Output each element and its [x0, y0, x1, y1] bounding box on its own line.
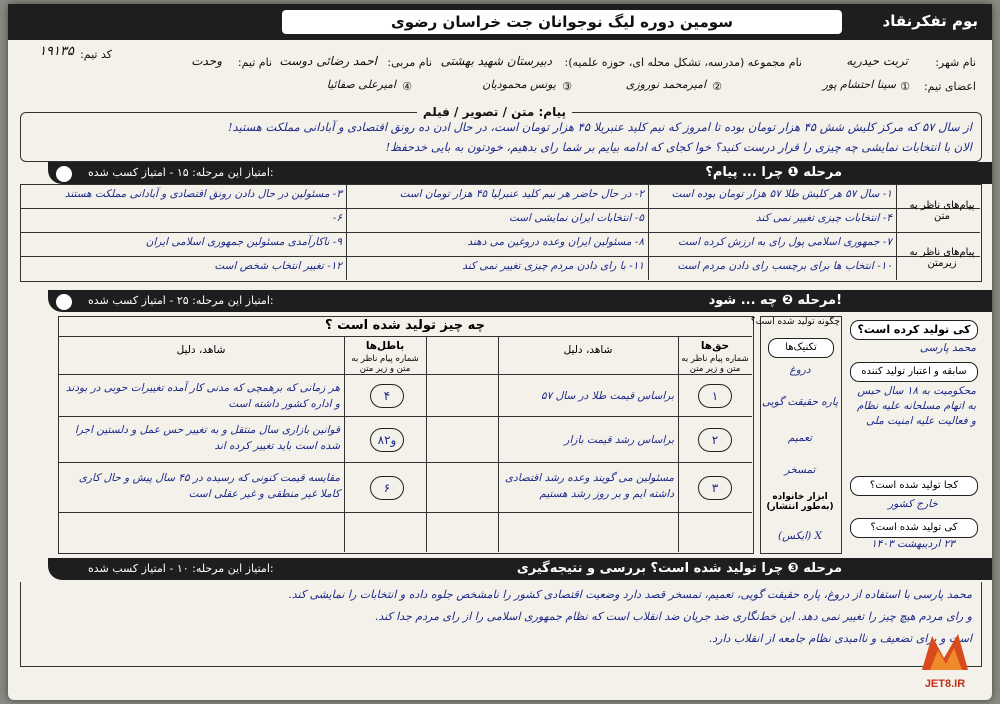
code-value: ۱۹۱۳۵ — [39, 44, 74, 59]
stage1-r4c1: ۱۰- انتخاب ها برای برچسب رای دادن مردم است — [677, 260, 892, 272]
school-label: نام مجموعه (مدرسه، تشکل محله ای، حوزه علمیه): — [564, 56, 802, 69]
how-label: چگونه تولید شده است؟ — [750, 317, 840, 327]
stage2-title: مرحله ❷ چه ... شود! — [708, 293, 842, 308]
false-evidence-3: مقایسه قیمت کنونی که رسیده در ۴۵ سال پیش و حال کاری کاملا غیر منطقی و غیر عقلی است — [78, 472, 340, 500]
stage2-score: امتیاز این مرحله: ۲۵ - امتیاز کسب شده: — [88, 294, 274, 307]
members-label: اعضای تیم: — [923, 80, 976, 93]
technique-1: دروغ — [789, 364, 811, 376]
city-value: تربت حیدریه — [846, 54, 908, 68]
col-truth-sub: شماره پیام ناظر به متن و زیر متن — [681, 354, 749, 374]
stage1-subtext-msgs-label: پیام‌های ناظر به زیرمتن — [909, 247, 975, 269]
false-num-1: ۴ — [370, 384, 404, 408]
col-evidence-header: شاهد، دلیل — [563, 344, 613, 356]
stage2-question: چه چیز تولید شده است ؟ — [325, 318, 485, 333]
stage3-line-2: و رای مردم هیچ چیز را تغییر نمی دهد. این خط‌نگاری ضد جریان ضد انقلاب است که نظام جمهوری اسلامی را از رای مردم جدا کند. — [374, 610, 972, 623]
coach-label: نام مربی: — [387, 56, 432, 69]
stage1-r4c3: ۱۲- تغییر انتخاب شخص است — [214, 260, 342, 272]
member-3: یونس محمودیان — [482, 78, 556, 91]
truth-evidence-3: مسئولین می گویند وعده رشد اقتصادی داشته ایم و بر روز رشد هستیم — [504, 472, 674, 500]
false-evidence-1: هر زمانی که برهمچی که مدنی کار آمده تغییرات حوبی در بودند و اداره کشور داشته است — [65, 382, 340, 410]
who-label: کی تولید کرده است؟ — [850, 320, 978, 340]
member-num-2: ② — [712, 80, 722, 93]
stage3-title: مرحله ❸ چرا تولید شده است؟ بررسی و نتیجه‌گیری — [516, 561, 842, 576]
city-label: نام شهر: — [935, 56, 976, 69]
school-value: دبیرستان شهید بهشتی — [440, 54, 552, 68]
where-value: خارج کشور — [888, 498, 938, 510]
header-bar — [8, 4, 992, 40]
member-2: امیرمحمد نوروزی — [625, 78, 706, 91]
col-false-header: باطل‌ها — [365, 340, 405, 352]
member-num-1: ① — [900, 80, 910, 93]
worksheet-page — [8, 4, 992, 700]
stage3-line-1: محمد پارسی با استفاده از دروغ، پاره حقیقت گویی، تعمیم، تمسخر قصد دارد وضعیت اقتصادی کشور را نامشخص جلوه داده و انتخابات را نمایشی کند. — [288, 588, 972, 601]
stage1-r3c3: ۹- ناکارآمدی مسئولین جمهوری اسلامی ایران — [145, 236, 342, 248]
truth-evidence-2: براساس رشد قیمت بازار — [564, 434, 674, 446]
code-label: کد تیم: — [80, 48, 112, 61]
false-evidence-2: قوانین بازاری سال منتقل و به تغییر حس عمل و دلستین اجرا شده است باید تغییر کرده اند — [74, 424, 340, 452]
stage1-score-circle — [54, 164, 74, 184]
stage1-r2c1: ۴- انتخابات چیزی تغییر نمی کند — [755, 212, 892, 224]
coach-value: احمد رضائی دوست — [279, 54, 377, 68]
member-4: امیرعلی صفائیا — [326, 78, 396, 91]
stage1-r1c3: ۳- مسئولین در حال دادن رونق اقتصادی و آبادانی مملکت هستند — [64, 188, 342, 200]
stage1-title: مرحله ❶ چرا ... پیام؟ — [705, 165, 842, 180]
stage1-r2c2: ۵- انتخابات ایران نمایشی است — [508, 212, 644, 224]
technique-2: پاره حقیقت گویی — [761, 396, 838, 408]
truth-num-3: ۳ — [698, 476, 732, 500]
when-value: ۲۳ اردیبهشت ۱۴۰۳ — [871, 538, 955, 550]
tools-value: X (ایکس) — [777, 530, 823, 542]
stage1-r3c1: ۷- جمهوری اسلامی پول رای به ارزش کرده است — [678, 236, 892, 248]
jet8-logo — [914, 630, 976, 696]
message-line-1: از سال ۵۷ که مرکز کلیش شش ۴۵ هزار تومان بوده تا امروز که نیم کلید عنبریلا ۴۵ هزار تومان است، در حال ادن ده رونق اقتصادی و آبادانی مملکت هستید! — [227, 120, 972, 134]
truth-num-2: ۲ — [698, 428, 732, 452]
technique-3: تعمیم — [787, 432, 813, 444]
stage1-r2c3: ۶- — [332, 212, 342, 224]
stage1-score: امتیاز این مرحله: ۱۵ - امتیاز کسب شده: — [88, 166, 274, 179]
member-num-3: ③ — [562, 80, 572, 93]
col-evidence2-header: شاهد، دلیل — [176, 344, 226, 356]
where-label: کجا تولید شده است؟ — [850, 476, 978, 496]
message-label: پیام: متن / تصویر / فیلم — [417, 105, 572, 119]
col-truth-header: حق‌ها — [700, 340, 730, 352]
team-label: نام تیم: — [237, 56, 272, 69]
false-num-2: ۸و۲ — [370, 428, 404, 452]
stage3-score: امتیاز این مرحله: ۱۰ - امتیاز کسب شده: — [88, 562, 274, 575]
member-1: سینا احتشام پور — [822, 78, 896, 91]
message-line-2: الان با انتخابات نمایشی چه چیزی را قرار درست کنید؟ خوا کجای که ادامه بیایم بر شما رای بدهیم، خودتون به بایی خدحفظ! — [385, 140, 972, 154]
stage1-r1c2: ۲- در حال حاضر هر نیم کلید عنبرلیا ۴۵ هزار تومان است — [399, 188, 644, 200]
member-num-4: ④ — [402, 80, 412, 93]
stage1-r3c2: ۸- مسئولین ایران وعده دروغین می دهند — [467, 236, 644, 248]
stage3-bar — [48, 558, 992, 580]
col-false-sub: شماره پیام ناظر به متن و زیر متن — [351, 354, 419, 374]
truth-num-1: ۱ — [698, 384, 732, 408]
false-num-3: ۶ — [370, 476, 404, 500]
when-label: کی تولید شده است؟ — [850, 518, 978, 538]
history-value: محکومیت به ۱۸ سال حبس به اتهام مسلحانه علیه نظام و فعالیت علیه امنیت ملی — [856, 385, 976, 427]
stage2-bar — [48, 290, 992, 312]
history-label: سابقه و اعتبار تولید کننده — [850, 362, 978, 382]
stage3-line-3: است و برای تضعیف و ناامیدی نظام جامعه از انقلاب دارد. — [708, 632, 972, 645]
technique-4: تمسخر — [784, 464, 816, 476]
truth-evidence-1: براساس قیمت طلا در سال ۵۷ — [541, 390, 674, 402]
brand-title: بوم تفکرنقاد — [882, 12, 978, 30]
stage1-bar — [48, 162, 992, 184]
watermark-text: JET8.IR — [924, 678, 966, 690]
stage1-text-msgs-label: پیام‌های ناظر به متن — [909, 200, 975, 222]
stage2-score-circle — [54, 292, 74, 312]
team-value: وحدت — [191, 54, 222, 68]
stage1-r1c1: ۱- سال ۵۷ هر کلیش طلا ۵۷ هزار تومان بوده است — [671, 188, 892, 200]
stage1-r4c2: ۱۱- با رای دادن مردم چیزی تغییر نمی کند — [462, 260, 644, 272]
league-title: سومین دوره لیگ نوجوانان جت خراسان رضوی — [282, 10, 842, 34]
who-value: محمد پارسی — [919, 342, 976, 354]
techniques-label: تکنیک‌ها — [768, 338, 834, 358]
tools-label: ابزار خانواده (به‌طور انتشار) — [766, 492, 834, 512]
